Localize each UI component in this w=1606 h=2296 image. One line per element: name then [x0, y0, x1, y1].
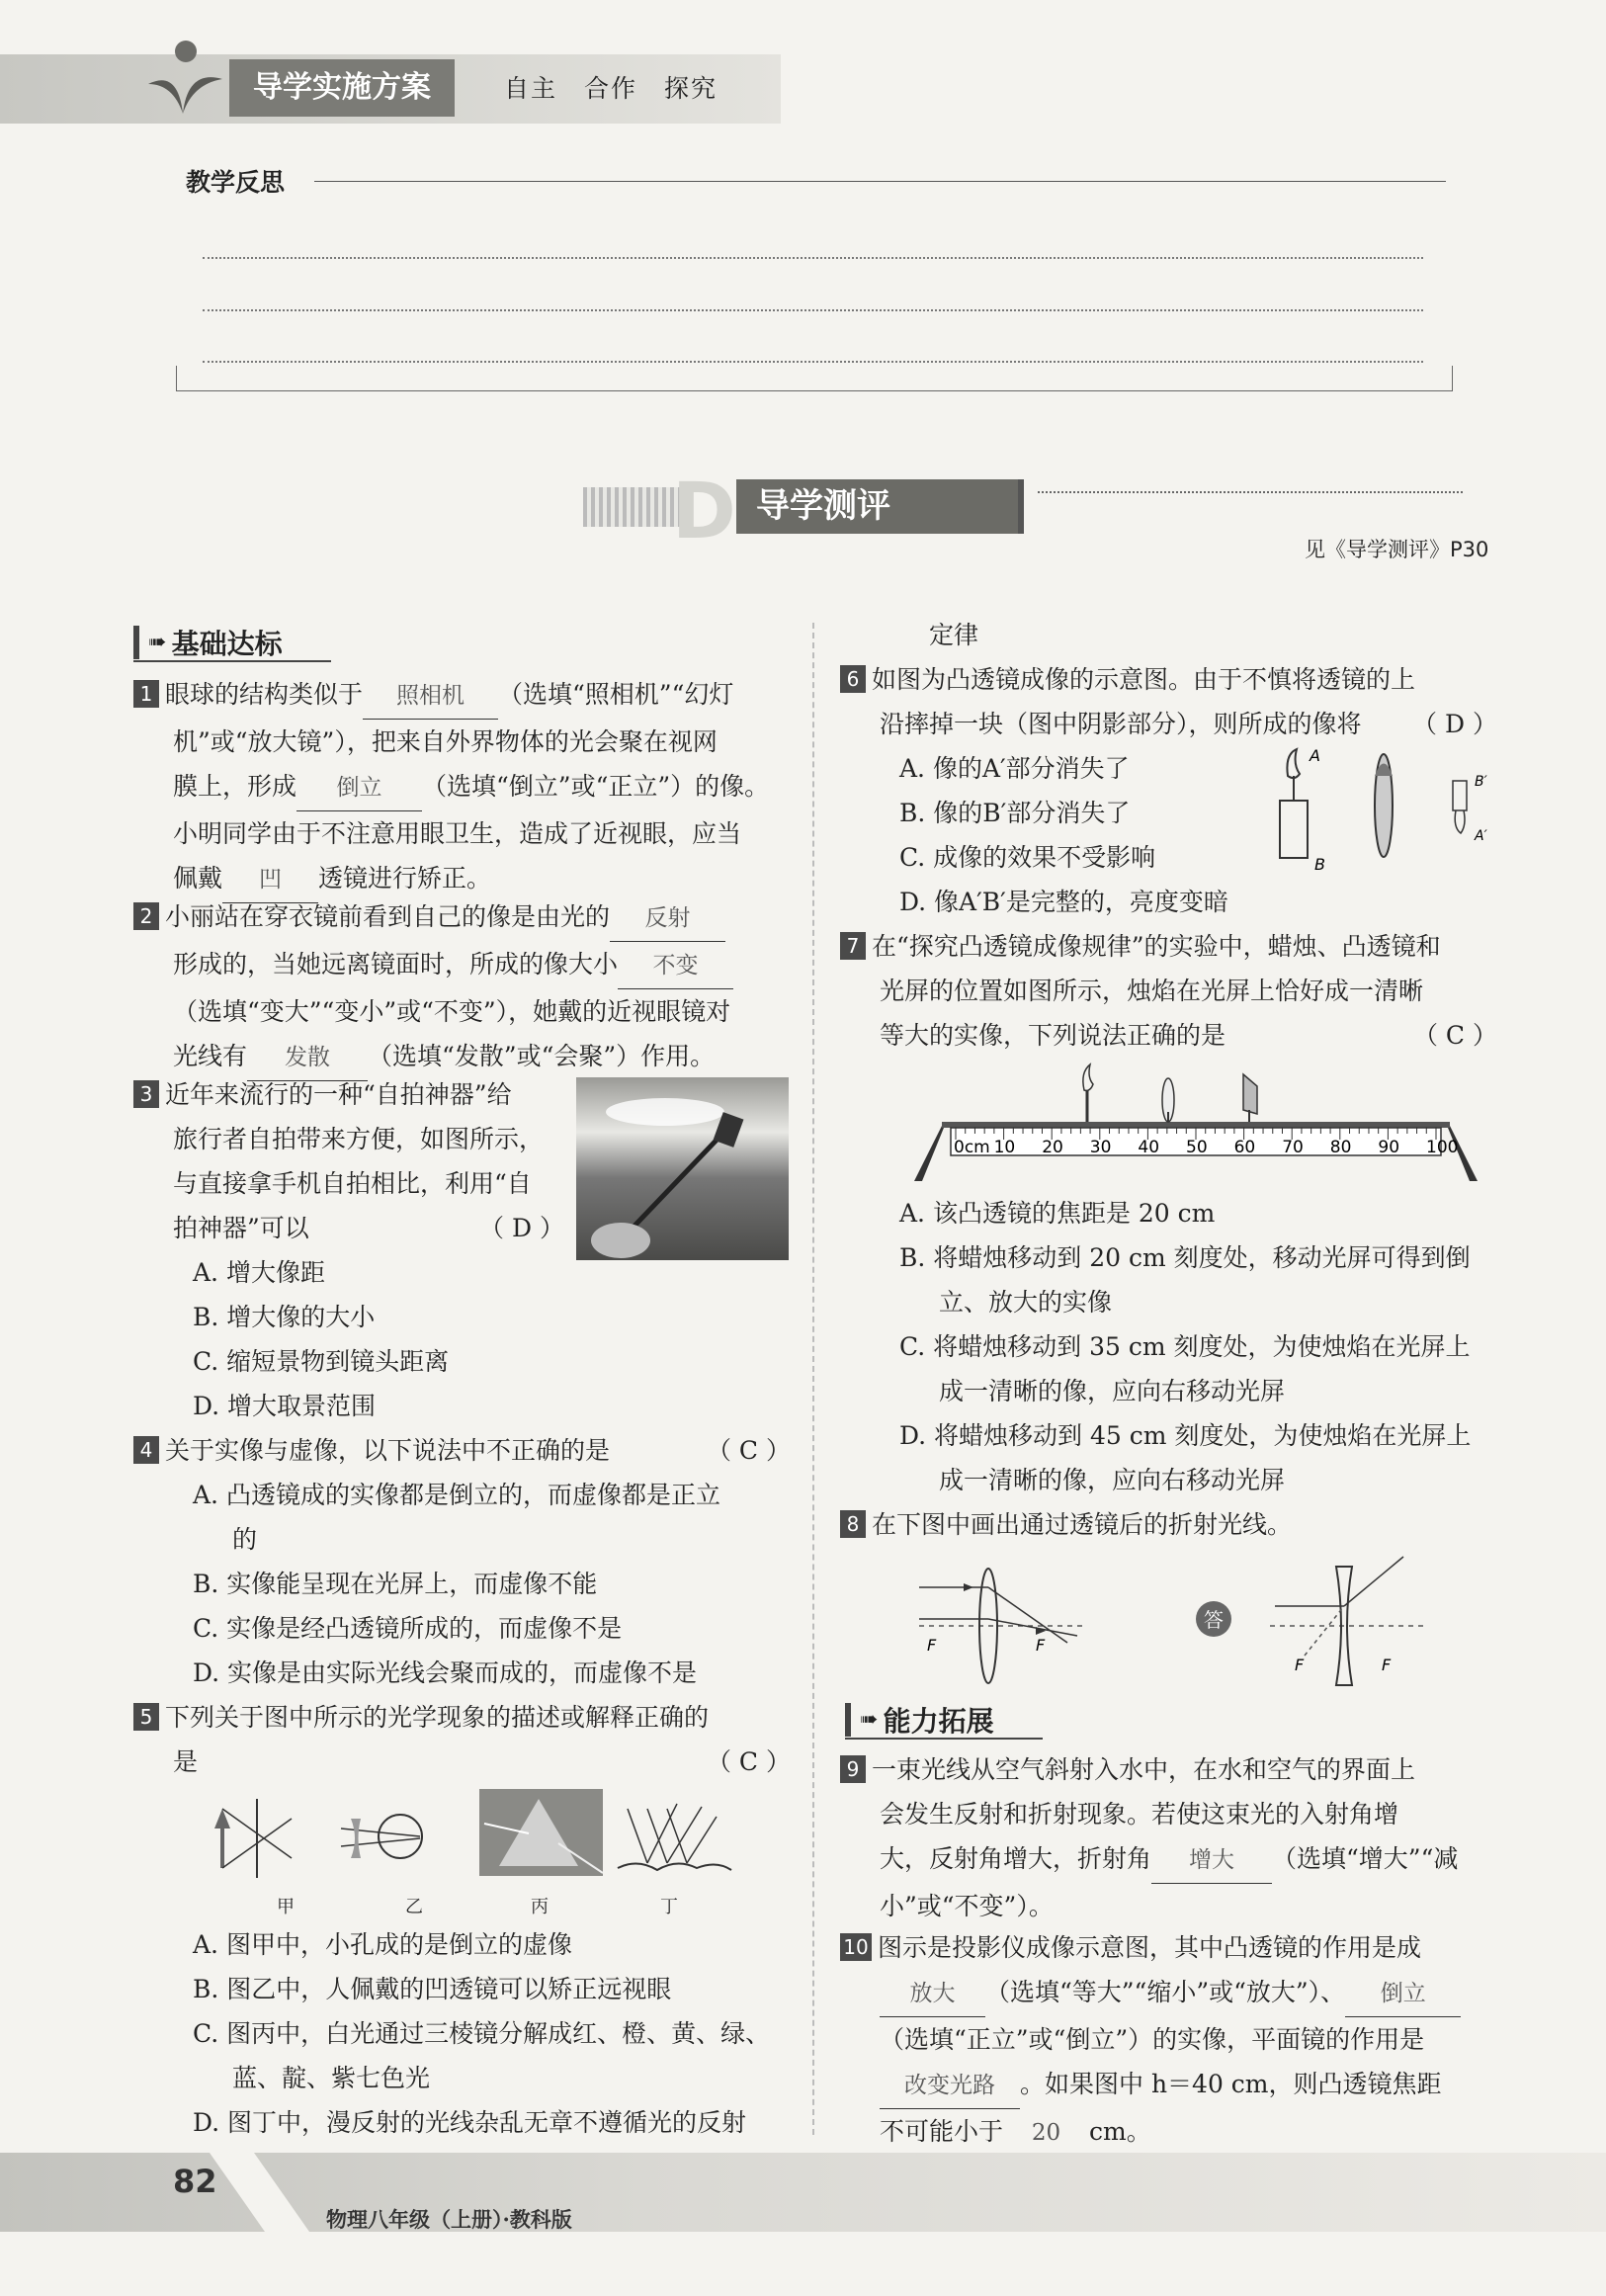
answer-blank: 发散	[247, 1036, 368, 1081]
ruler-label: 60	[1233, 1138, 1256, 1157]
ruler-label: 80	[1329, 1138, 1352, 1157]
figure-label-bing: 丙	[531, 1897, 549, 1917]
ruler-label: 10	[993, 1138, 1016, 1157]
ruler-label: 40	[1138, 1138, 1160, 1157]
section-ref: 见《导学测评》P30	[1305, 538, 1489, 561]
answer-blank: 改变光路	[880, 2064, 1020, 2109]
answer-blank: 放大	[880, 1972, 985, 2017]
svg-text:答: 答	[1204, 1608, 1224, 1632]
writing-line	[203, 309, 1423, 311]
ruler-label: 0cm	[954, 1138, 990, 1157]
q5-option-continuation: 定律	[929, 621, 979, 649]
logo-icon	[138, 30, 227, 119]
q7-choice: （ C ）	[1412, 1021, 1497, 1050]
answer-blank: 不变	[618, 944, 733, 989]
ruler-label: 50	[1186, 1138, 1208, 1157]
q3-choice: （ D ）	[479, 1214, 564, 1242]
section-letter: D	[672, 468, 736, 556]
svg-text:A: A	[1310, 746, 1320, 765]
answer-blank: 照相机	[363, 674, 498, 720]
optics-figures	[203, 1789, 756, 1888]
svg-text:F: F	[1036, 1636, 1046, 1655]
question-2: 2 小丽站在穿衣镜前看到自己的像是由光的 反射 形成的，当她远离镜面时，所成的像大小 不变 （选填“变大”“变小”或“不变”），她戴的近视眼镜对 光线有 发散 （选填“发散”或“会聚”）作用。	[133, 894, 791, 1081]
section-title: 导学测评	[736, 479, 1023, 534]
ruler-label: 30	[1089, 1138, 1112, 1157]
q6-lens-figure	[1255, 746, 1502, 875]
question-6: 6 如图为凸透镜成像的示意图。由于不慎将透镜的上 沿摔掉一块（图中阴影部分），则所成的像将 （ D ） A. 像的A′部分消失了 B. 像的B′部分消失了 C. 成像的效果不受影响 D. 像A′B′是完整的，亮度变暗	[840, 657, 1497, 924]
ruler-label: 100	[1426, 1138, 1459, 1157]
section-banner	[583, 468, 1038, 556]
selfie-stick-photo	[576, 1077, 789, 1260]
ruler-label: 70	[1282, 1138, 1304, 1157]
question-3: 3 近年来流行的一种“自拍神器”给 旅行者自拍带来方便，如图所示， 与直接拿手机自拍相比，利用“自 拍神器”可以 （ D ） A. 增大像距 B. 增大像的大小 C. 缩短景物到镜头距离 D. 增大取景范围	[133, 1072, 568, 1428]
optical-bench-figure	[914, 1063, 1478, 1186]
q5-options: A. 图甲中，小孔成的是倒立的虚像 B. 图乙中，人佩戴的凹透镜可以矫正远视眼 C. 图丙中，白光通过三棱镜分解成红、橙、黄、绿、 蓝、靛、紫七色光 D. 图丁中，漫反射的光线杂乱无章不遵循光的反射	[193, 1930, 771, 2137]
writing-line	[203, 257, 1423, 259]
question-4: 4 关于实像与虚像，以下说法中不正确的是 （ C ） A. 凸透镜成的实像都是倒立的，而虚像都是正立 的 B. 实像能呈现在光屏上，而虚像不能 C. 实像是经凸透镜所成的，而虚像不是 D. 实像是由实际光线会聚而成的，而虚像不是	[133, 1428, 791, 1695]
svg-text:A′: A′	[1475, 828, 1487, 844]
svg-text:F: F	[1382, 1656, 1392, 1674]
figure-label-ding: 丁	[660, 1897, 678, 1917]
reflection-box	[176, 366, 1453, 391]
ruler-label: 90	[1378, 1138, 1400, 1157]
svg-text:B: B	[1314, 855, 1325, 874]
book-title: 物理八年级（上册）·教科版	[326, 2207, 572, 2232]
q6-choice: （ D ）	[1412, 710, 1497, 738]
reflection-rule	[314, 181, 1446, 182]
question-5: 5 下列关于图中所示的光学现象的描述或解释正确的 是 （ C ）	[133, 1695, 791, 1784]
figure-label-yi: 乙	[405, 1897, 423, 1917]
answer-blank: 倒立	[296, 766, 422, 811]
answer-blank: 凹	[222, 858, 318, 903]
answer-blank: 20	[1003, 2111, 1089, 2157]
question-8: 8 在下图中画出通过透镜后的折射光线。	[840, 1502, 1497, 1547]
figure-label-jia: 甲	[277, 1897, 295, 1917]
column-divider	[812, 623, 814, 2135]
question-1: 1 眼球的结构类似于 照相机 （选填“照相机”“幻灯 机”或“放大镜”），把来自外界物体的光会聚在视网 膜上，形成 倒立 （选填“倒立”或“正立”）的像。 小明同学由于不注意用眼卫生，造成了近视眼，应当 佩戴 凹 透镜进行矫正。	[133, 672, 791, 903]
ruler-label: 20	[1042, 1138, 1063, 1157]
writing-line	[203, 361, 1423, 363]
answer-blank: 反射	[610, 896, 725, 942]
q7-options: A. 该凸透镜的焦距是 20 cm B. 将蜡烛移动到 20 cm 刻度处，移动光屏可得到倒 立、放大的实像 C. 将蜡烛移动到 35 cm 刻度处，为使烛焰在光屏上 成一清晰的像，应向右移动光屏 D. 将蜡烛移动到 45 cm 刻度处，为使烛焰在光屏上 成一清晰的像，应向右移动光屏	[899, 1199, 1472, 1494]
answer-blank: 增大	[1151, 1838, 1272, 1884]
question-9: 9 一束光线从空气斜射入水中，在水和空气的界面上 会发生反射和折射现象。若使这束光的入射角增 大，反射角增大，折射角 增大 （选填“增大”“减 小”或“不变”）。	[840, 1747, 1497, 1928]
svg-text:B′: B′	[1475, 774, 1487, 790]
svg-text:F: F	[1295, 1656, 1305, 1674]
question-10: 10 图示是投影仪成像示意图，其中凸透镜的作用是成 放大 （选填“等大”“缩小”或“放大”）、 倒立 （选填“正立”或“倒立”）的实像，平面镜的作用是 改变光路 。如果图中 h＝40 cm，则凸透镜焦距 不可能小于 20 cm。	[840, 1925, 1497, 2157]
q4-choice: （ C ）	[706, 1436, 791, 1465]
answer-blank: 倒立	[1345, 1972, 1461, 2017]
q8-lens-figure	[909, 1552, 1482, 1690]
ability-heading: ➠ 能力拓展	[845, 1700, 994, 1740]
header-subtitle: 自主 合作 探究	[504, 74, 718, 103]
basic-heading: ➠ 基础达标	[133, 623, 283, 662]
svg-text:F: F	[927, 1636, 937, 1655]
page-number: 82	[173, 2163, 217, 2200]
question-7: 7 在“探究凸透镜成像规律”的实验中，蜡烛、凸透镜和 光屏的位置如图所示，烛焰在光屏上恰好成一清晰 等大的实像，下列说法正确的是 （ C ）	[840, 924, 1497, 1058]
header-title: 导学实施方案	[229, 59, 455, 117]
reflection-label: 教学反思	[186, 168, 286, 197]
banner-dotted-rule	[1038, 491, 1463, 493]
q5-choice: （ C ）	[706, 1747, 791, 1776]
